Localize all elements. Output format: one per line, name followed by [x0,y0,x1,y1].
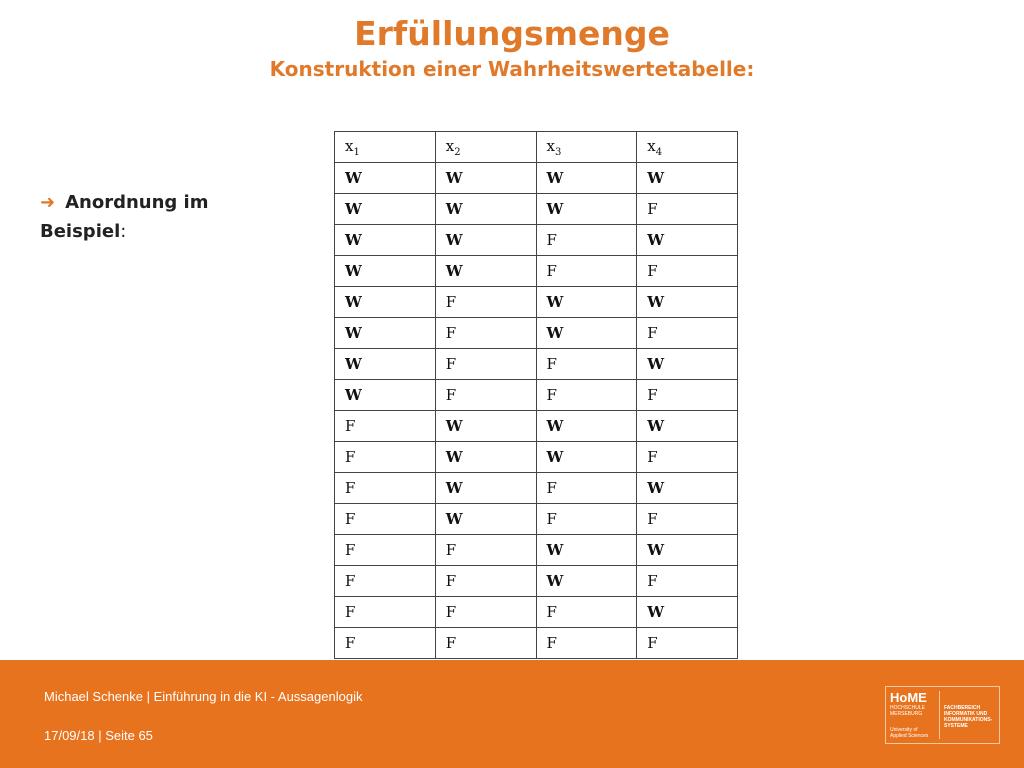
table-cell: F [536,380,637,411]
truth-table [334,131,738,659]
table-row [335,194,738,225]
header-index: 3 [554,146,562,158]
table-cell: F [637,194,738,225]
bullet-text-line2: Beispiel [40,221,121,242]
table-cell: F [335,504,436,535]
table-row [335,473,738,504]
table-cell: F [637,256,738,287]
table-cell: F [335,628,436,659]
column-header-x1 [335,132,436,163]
logo-dept-line: FACHBEREICH [944,705,981,711]
table-cell: W [335,380,436,411]
logo-department [944,705,992,729]
header-index: 1 [353,146,360,158]
table-cell: W [637,535,738,566]
table-cell: W [435,411,536,442]
table-row [335,535,738,566]
header-variable: x [546,136,555,155]
bullet-text-line1: Anordnung im [65,192,209,213]
table-cell: W [536,318,637,349]
table-row [335,504,738,535]
table-cell: F [536,225,637,256]
table-cell: F [536,256,637,287]
table-cell: F [335,566,436,597]
logo-sub2-line: University of [890,727,918,733]
header-index: 4 [655,146,663,158]
table-cell: W [335,256,436,287]
arrow-right-icon: ➜ [40,192,56,213]
table-cell: F [637,380,738,411]
logo-dept-line: SYSTEME [944,723,968,729]
table-cell: F [435,318,536,349]
logo-dept-line: KOMMUNIKATIONS- [944,717,993,723]
table-cell: F [536,597,637,628]
table-cell: W [637,225,738,256]
logo-sub-line: HOCHSCHULE [890,705,926,711]
table-cell: F [435,535,536,566]
table-cell: W [335,225,436,256]
table-cell: F [335,535,436,566]
bullet-colon: : [120,221,127,242]
table-cell: W [536,163,637,194]
table-cell: F [637,628,738,659]
table-cell: W [637,597,738,628]
footer-author: Michael Schenke | Einführung in die KI - Aussagenlogik [44,689,363,704]
table-cell: F [435,287,536,318]
table-cell: F [335,442,436,473]
table-cell: W [637,287,738,318]
table-cell: F [637,504,738,535]
table-cell: F [435,380,536,411]
table-cell: W [435,442,536,473]
table-cell: W [536,194,637,225]
slide-title: Erfüllungsmenge [354,14,670,53]
logo-divider [939,691,940,739]
table-cell: W [536,442,637,473]
logo-school-tagline [890,727,928,739]
table-cell: W [335,349,436,380]
column-header-x2 [435,132,536,163]
table-cell: W [536,411,637,442]
table-cell: F [335,411,436,442]
table-cell: W [435,225,536,256]
table-cell: F [536,628,637,659]
table-cell: W [435,163,536,194]
table-row [335,442,738,473]
table-row [335,225,738,256]
table-row [335,566,738,597]
table-cell: F [435,349,536,380]
header-variable: x [647,136,656,155]
table-cell: W [536,566,637,597]
table-cell: F [536,349,637,380]
footer-bar [0,660,1024,768]
logo-sub-line: MERSEBURG [890,711,923,717]
header-variable: x [445,136,455,155]
table-cell: W [335,163,436,194]
table-header-row [335,132,738,163]
table-cell: W [637,473,738,504]
table-cell: W [335,318,436,349]
table-cell: W [335,194,436,225]
slide-subtitle: Konstruktion einer Wahrheitswertetabelle: [269,57,755,81]
table-row [335,411,738,442]
table-row [335,256,738,287]
university-logo [885,686,1000,744]
table-cell: W [637,349,738,380]
table-row [335,628,738,659]
logo-sub2-line: Applied Sciences [890,733,929,739]
table-row [335,349,738,380]
table-cell: F [637,566,738,597]
table-cell: F [435,628,536,659]
table-cell: F [335,473,436,504]
table-cell: W [536,287,637,318]
footer-date-page: 17/09/18 | Seite 65 [44,728,153,743]
bullet-point [40,188,270,246]
table-row [335,287,738,318]
logo-school-name [890,705,925,717]
logo-dept-line: INFORMATIK UND [944,711,988,717]
table-row [335,380,738,411]
table-cell: W [435,473,536,504]
table-cell: W [435,194,536,225]
table-row [335,163,738,194]
column-header-x4 [637,132,738,163]
table-cell: F [335,597,436,628]
table-cell: W [637,411,738,442]
column-header-x3 [536,132,637,163]
table-cell: F [435,597,536,628]
table-cell: F [536,473,637,504]
table-cell: W [435,504,536,535]
table-cell: W [335,287,436,318]
header-index: 2 [454,146,461,158]
table-cell: W [536,535,637,566]
table-cell: F [536,504,637,535]
table-cell: F [637,442,738,473]
table-cell: W [637,163,738,194]
header-variable: x [345,136,354,155]
table-cell: F [637,318,738,349]
truth-table-body [335,163,738,659]
table-cell: F [435,566,536,597]
logo-wordmark: HoME [890,690,927,705]
table-cell: W [435,256,536,287]
table-row [335,597,738,628]
table-row [335,318,738,349]
